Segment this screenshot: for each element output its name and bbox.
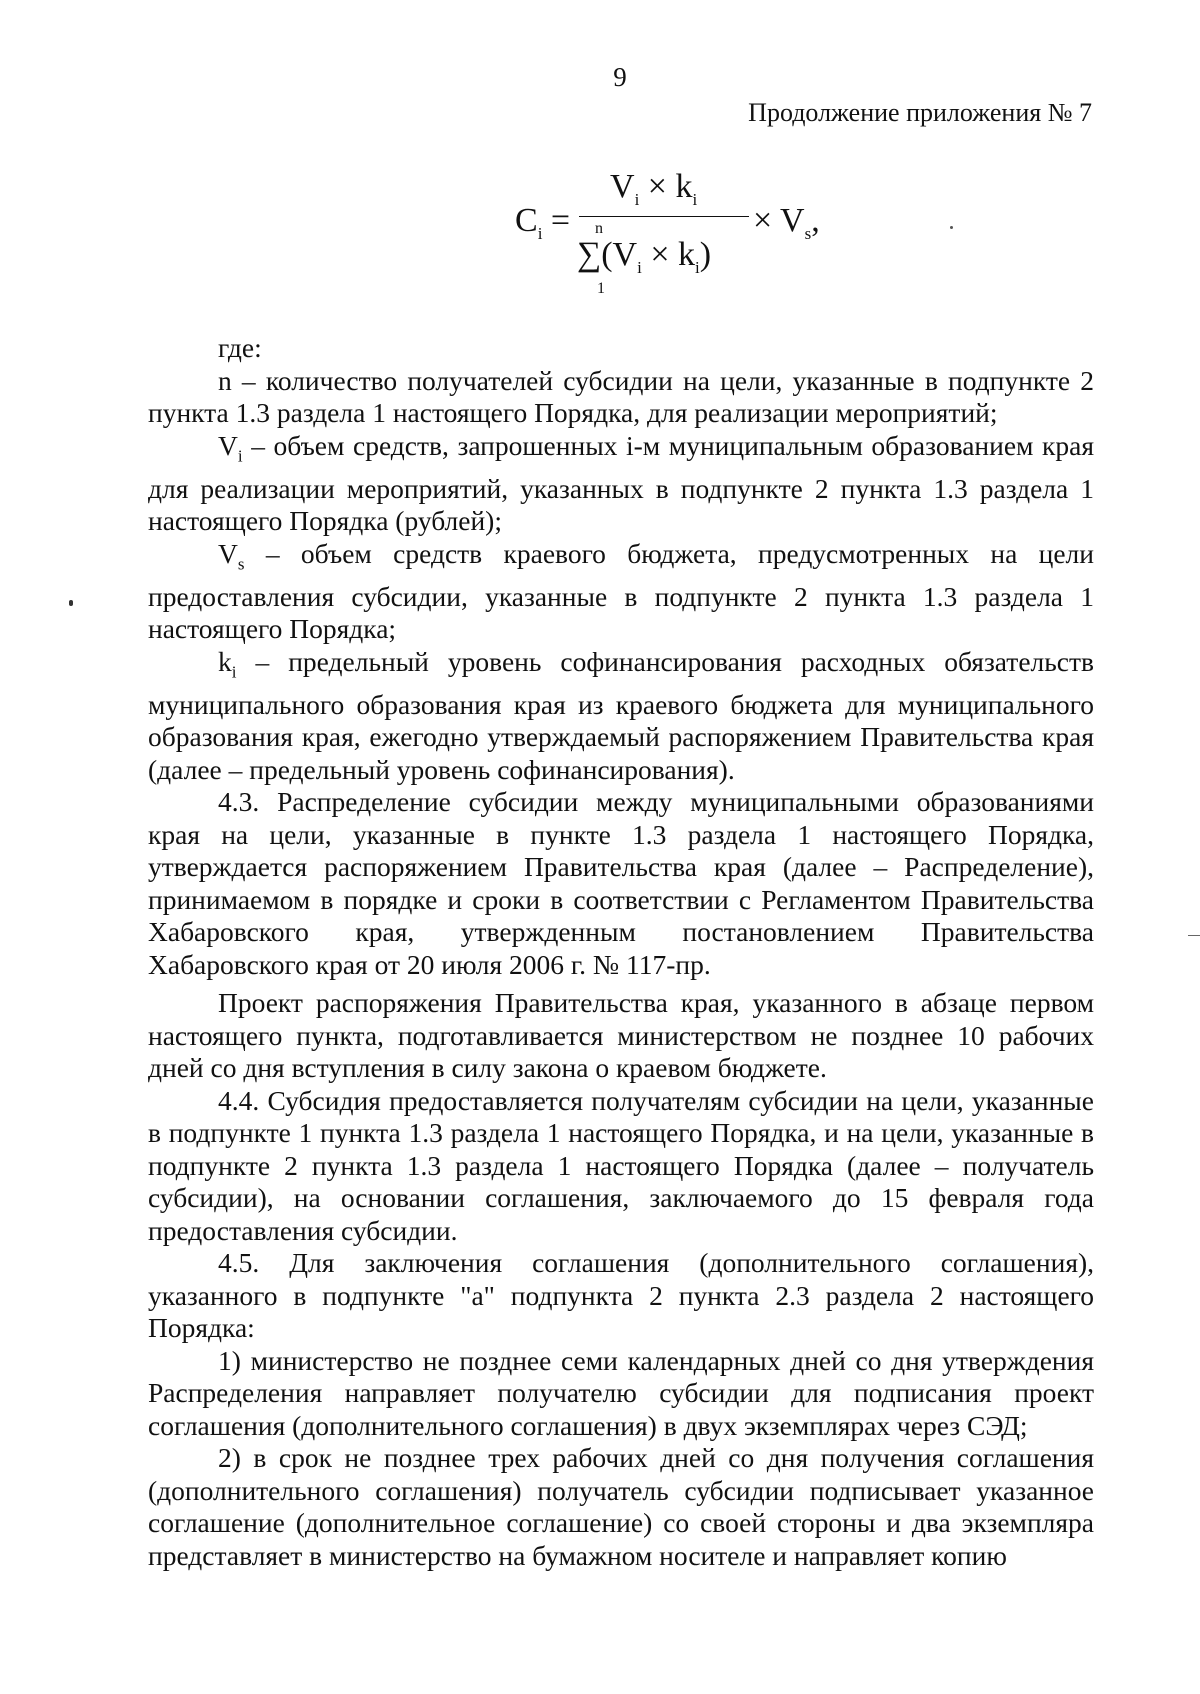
paragraph-vi-definition: $V_i$ – объем средств, запрошенных i-м муниципальным образованием края для реализации мероприятий, указанных в подпункте 2 пункта 1.3 раздела 1 настоящего Порядка (рублей); — [148, 429, 1094, 536]
scan-edge-mark — [1188, 935, 1200, 936]
list-item-2: 2) в срок не позднее трех рабочих дней со дня получения соглашения (дополнительного соглашения) получатель субсидии подписывает указанное соглашение (дополнительное соглашение) со своей стороны и два экземпляра представляет в министерство на бумажном носителе и направляет копию — [148, 1442, 1094, 1571]
paragraph-vs-definition: $V_s$ – объем средств краевого бюджета, предусмотренных на цели предоставления субсидии, указанные в подпункте 2 пункта 1.3 раздела 1 настоящего Порядка; — [148, 537, 1094, 644]
paragraph-ki-definition: $k_i$ – предельный уровень софинансирования расходных обязательств муниципального образования края из краевого бюджета для муниципального образования края, ежегодно утверждаемый распоряжением Правительства края (далее – предельный уровень софинансирования). — [148, 645, 1094, 785]
formula-rhs: × $V_s$, — [753, 202, 820, 243]
document-body — [148, 332, 1094, 1572]
formula-numerator: $V_i \times k_i$ — [610, 168, 698, 209]
paragraph-n-definition: n – количество получателей субсидии на цели, указанные в подпункте 2 пункта 1.3 раздела 1 настоящего Порядка, для реализации мероприятий; — [148, 364, 1094, 428]
formula-denominator: $\sum(V_i \times k_i)$ — [577, 236, 712, 277]
sigma-lower-limit: 1 — [597, 280, 605, 297]
paragraph-4-3-draft: Проект распоряжения Правительства края, указанного в абзаце первом настоящего пункта, подготавливается министерством не позднее 10 рабочих дней со дня вступления в силу закона о краевом бюджете. — [148, 987, 1094, 1083]
list-item-1: 1) министерство не позднее семи календарных дней со дня утверждения Распределения направляет получателю субсидии для подписания проект соглашения (дополнительного соглашения) в двух экземплярах через СЭД; — [148, 1344, 1094, 1441]
paragraph-4-4: 4.4. Субсидия предоставляется получателям субсидии на цели, указанные в подпункте 1 пункта 1.3 раздела 1 настоящего Порядка, и на цели, указанные в подпункте 2 пункта 1.3 раздела 1 настоящего Порядка (далее – получатель субсидии), на основании соглашения, заключаемого до 15 февраля года предоставления субсидии. — [148, 1084, 1094, 1246]
sigma-upper-limit: n — [595, 220, 603, 237]
subsidy-formula — [515, 168, 855, 303]
paragraph-4-5: 4.5. Для заключения соглашения (дополнительного соглашения), указанного в подпункте "а" подпункта 2 пункта 2.3 раздела 2 настоящего Порядка: — [148, 1247, 1094, 1343]
page-number: 9 — [613, 62, 627, 92]
where-label: где: — [218, 332, 262, 363]
paragraph-4-3: 4.3. Распределение субсидии между муниципальными образованиями края на цели, указанные в пункте 1.3 раздела 1 настоящего Порядка, утверждается распоряжением Правительства края (далее – Распределение), принимаемом в порядке и сроки в соответствии с Регламентом Правительства Хабаровского края, утвержденным постановлением Правительства Хабаровского края от 20 июля 2006 г. № 117-пр. — [148, 786, 1094, 980]
scan-speck — [950, 226, 953, 229]
formula-lhs: $C_i$ = — [515, 202, 571, 243]
scan-speck — [69, 600, 73, 606]
appendix-continuation-label: Продолжение приложения № 7 — [748, 98, 1092, 127]
fraction-bar — [579, 216, 749, 217]
